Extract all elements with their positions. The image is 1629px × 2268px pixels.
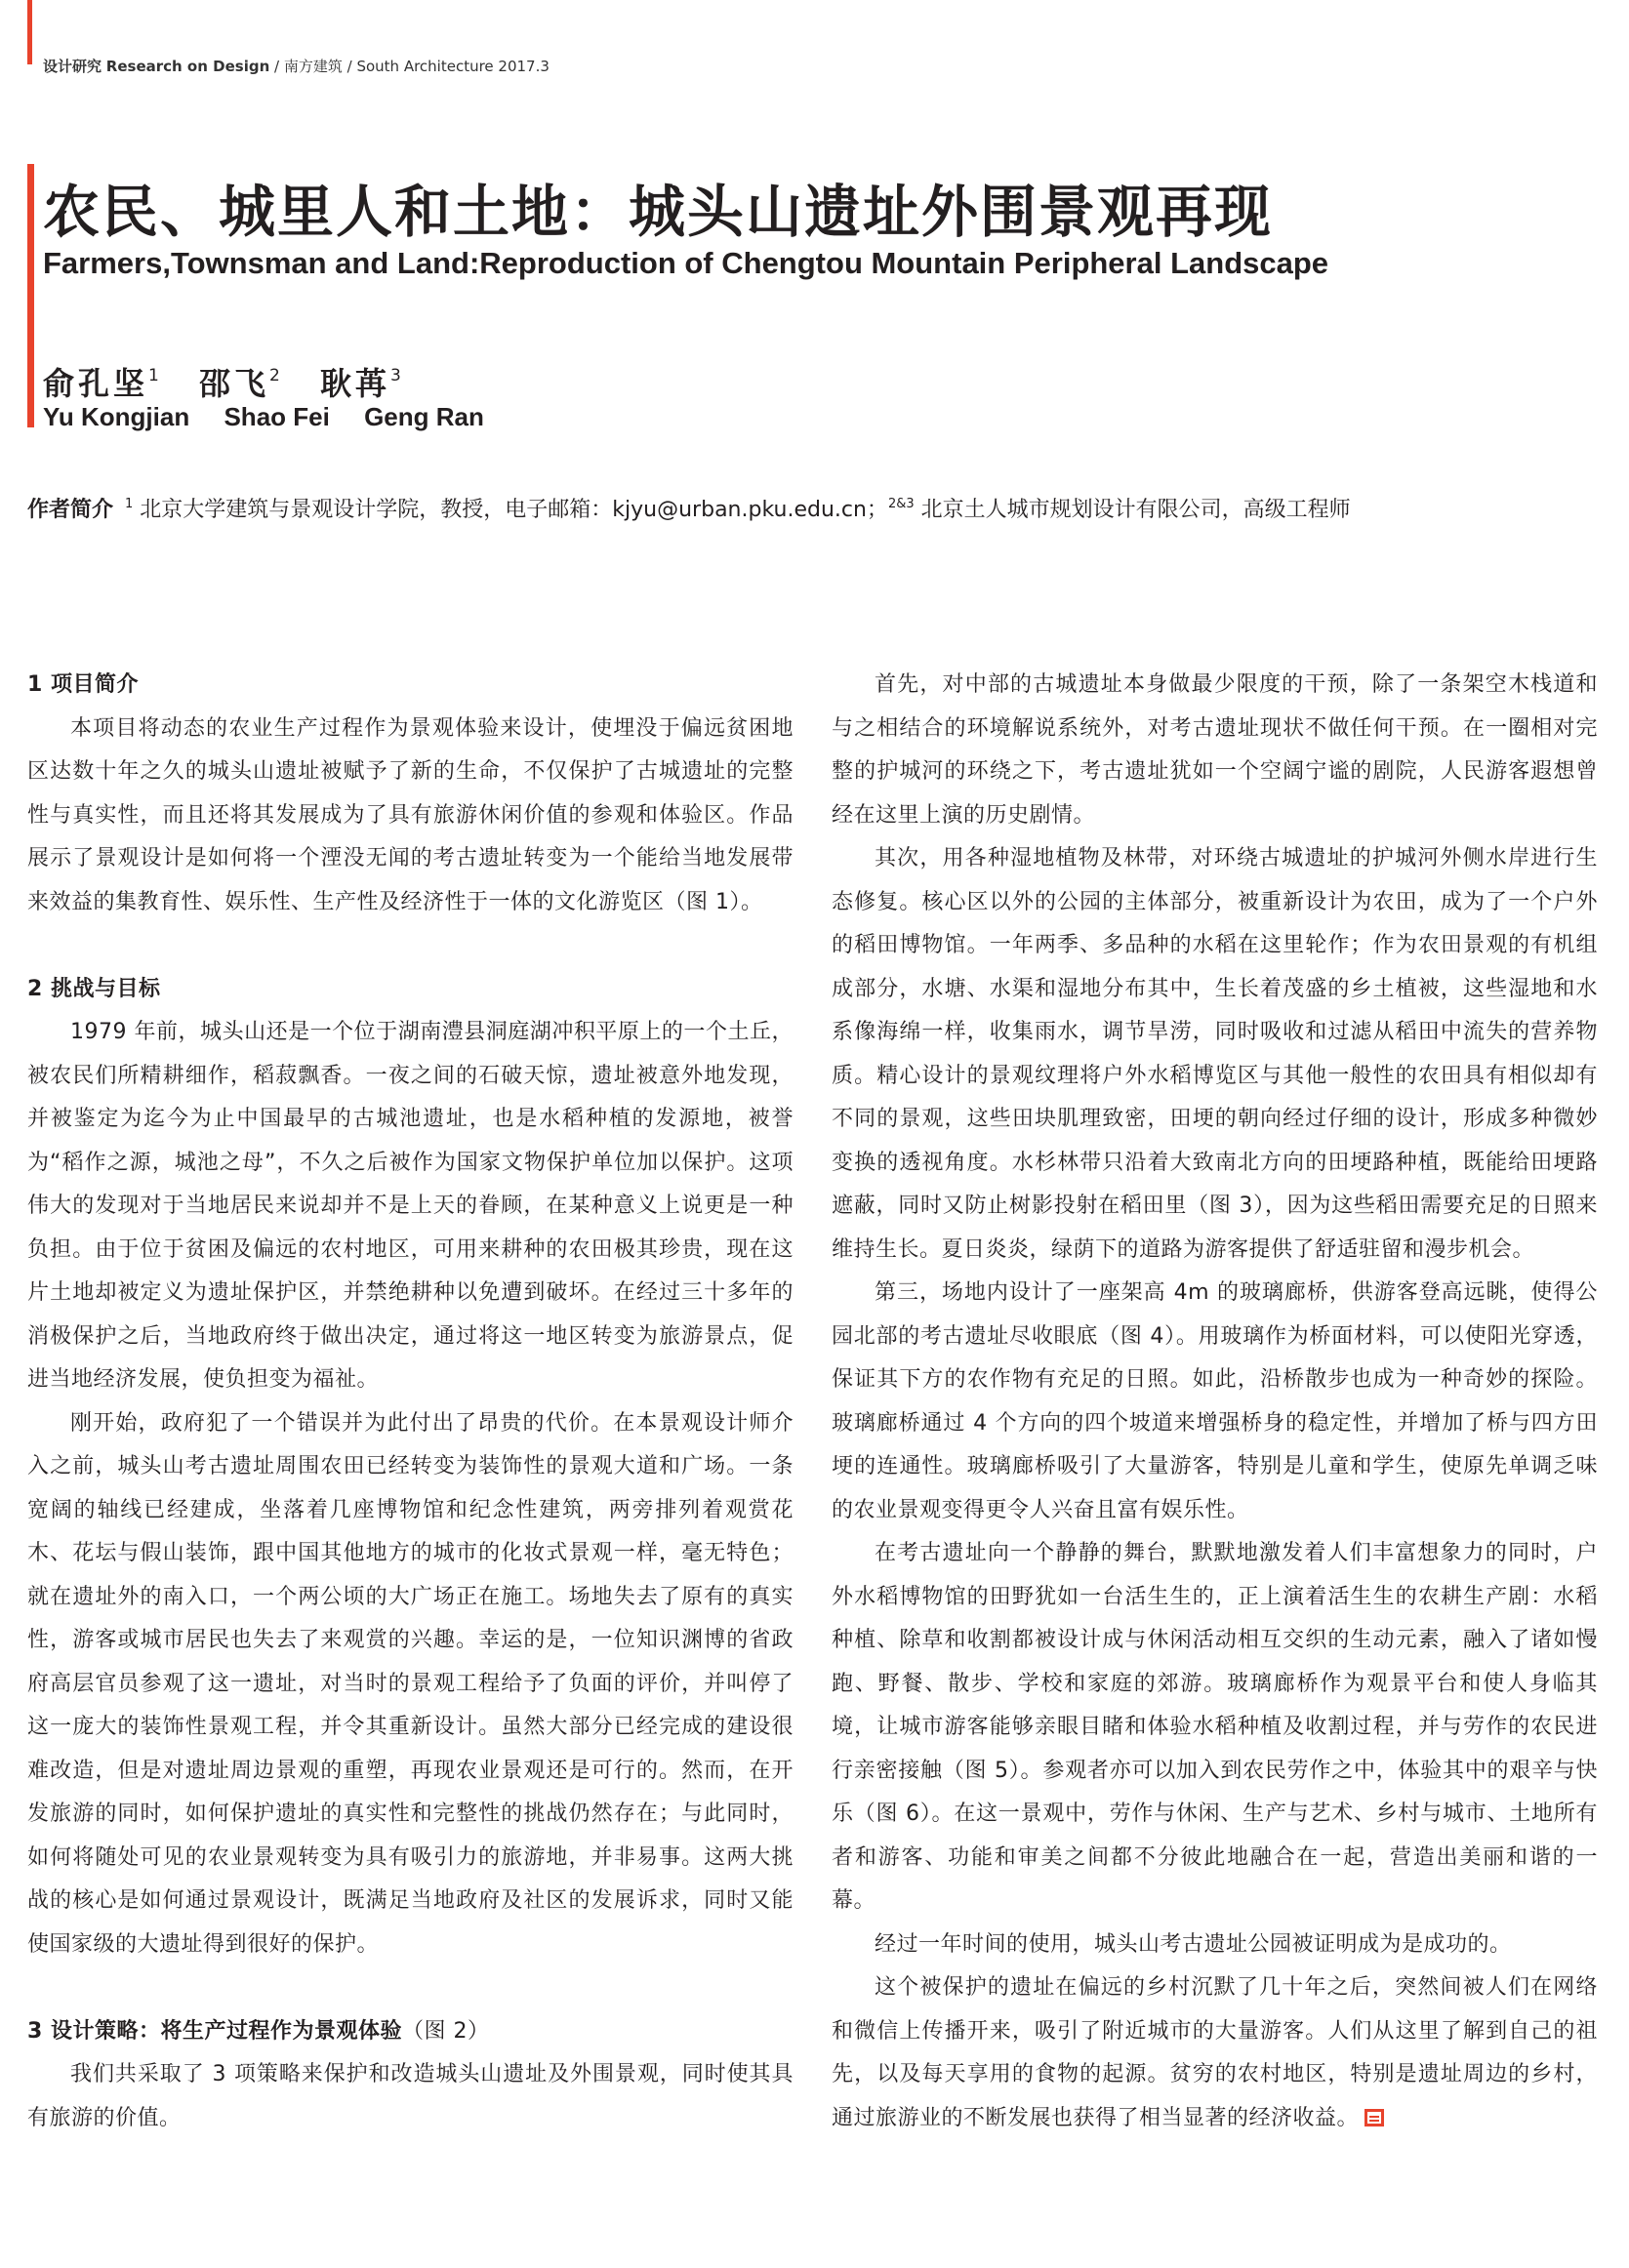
running-head-section-en: Research on Design: [105, 58, 270, 75]
section-heading-2: 2 挑战与目标: [27, 976, 161, 1001]
author-note: 作者简介 $^1$ 北京大学建筑与景观设计学院，教授，电子邮箱：kjyu@urban.pku.edu.cn；$^{2\&3}$ 北京土人城市规划设计有限公司，高级工程师: [27, 497, 1351, 522]
author-cn-1: 俞孔坚$^1$: [43, 365, 159, 402]
author-en-3: Geng Ran: [364, 402, 484, 431]
author-note-label: 作者简介: [27, 498, 114, 522]
running-head: [43, 56, 550, 76]
authors-chinese: [43, 359, 430, 404]
paragraph: 刚开始，政府犯了一个错误并为此付出了昂贵的代价。在本景观设计师介入之前，城头山考古遗址周围农田已经转变为装饰性的景观大道和广场。一条宽阔的轴线已经建成，坐落着几座博物馆和纪念性建筑，两旁排列着观赏花木、花坛与假山装饰，跟中国其他地方的城市的化妆式景观一样，毫无特色；就在遗址外的南入口，一个两公顷的大广场正在施工。场地失去了原有的真实性，游客或城市居民也失去了来观赏的兴趣。幸运的是，一位知识渊博的省政府高层官员参观了这一遗址，对当时的景观工程给予了负面的评价，并叫停了这一庞大的装饰性景观工程，并令其重新设计。虽然大部分已经完成的建设很难改造，但是对遗址周边景观的重塑，再现农业景观还是可行的。然而，在开发旅游的同时，如何保护遗址的真实性和完整性的挑战仍然存在；与此同时，如何将随处可见的农业景观转变为具有吸引力的旅游地，并非易事。这两大挑战的核心是如何通过景观设计，既满足当地政府及社区的发展诉求，同时又能使国家级的大遗址得到很好的保护。: [27, 1410, 794, 1957]
author-note-affiliation-2: 北京土人城市规划设计有限公司，高级工程师: [920, 498, 1351, 522]
title-english: Farmers,Townsman and Land:Reproduction of Chengtou Mountain Peripheral Landscape: [43, 246, 1329, 280]
author-note-affiliation-1: 北京大学建筑与景观设计学院，教授，电子邮箱：kjyu@urban.pku.edu.cn；: [140, 498, 888, 522]
paragraph: 在考古遗址向一个静静的舞台，默默地激发着人们丰富想象力的同时，户外水稻博物馆的田野犹如一台活生生的，正上演着活生生的农耕生产剧：水稻种植、除草和收割都被设计成与休闲活动相互交织的生动元素，融入了诸如慢跑、野餐、散步、学校和家庭的郊游。玻璃廊桥作为观景平台和使人身临其境，让城市游客能够亲眼目睹和体验水稻种植及收割过程，并与劳作的农民进行亲密接触（图 5）。参观者亦可以加入到农民劳作之中，体验其中的艰辛与快乐（图 6）。在这一景观中，劳作与休闲、生产与艺术、乡村与城市、土地所有者和游客、功能和审美之间都不分彼此地融合在一起，营造出美丽和谐的一幕。: [832, 1541, 1598, 1913]
section-heading-1: 1 项目简介: [27, 672, 139, 697]
paragraph: 本项目将动态的农业生产过程作为景观体验来设计，使埋没于偏远贫困地区达数十年之久的城头山遗址被赋予了新的生命，不仅保护了古城遗址的完整性与真实性，而且还将其发展成为了具有旅游休闲价值的参观和体验区。作品展示了景观设计是如何将一个湮没无闻的考古遗址转变为一个能给当地发展带来效益的集教育性、娱乐性、生产性及经济性于一体的文化游览区（图 1）。: [27, 715, 794, 914]
title-chinese: 农民、城里人和土地：城头山遗址外围景观再现: [43, 179, 1274, 245]
author-en-1: Yu Kongjian: [43, 402, 190, 431]
author-cn-3: 耿苒$^3$: [319, 365, 401, 402]
authors-english: [43, 402, 511, 432]
paragraph: 其次，用各种湿地植物及林带，对环绕古城遗址的护城河外侧水岸进行生态修复。核心区以外的公园的主体部分，被重新设计为农田，成为了一个户外的稻田博物馆。一年两季、多品种的水稻在这里轮作；作为农田景观的有机组成部分，水塘、水渠和湿地分布其中，生长着茂盛的乡土植被，这些湿地和水系像海绵一样，收集雨水，调节旱涝，同时吸收和过滤从稻田中流失的营养物质。精心设计的景观纹理将户外水稻博览区与其他一般性的农田具有相似却有不同的景观，这些田块肌理致密，田埂的朝向经过仔细的设计，形成多种微妙变换的透视角度。水杉林带只沿着大致南北方向的田埂路种植，既能给田埂路遮蔽，同时又防止树影投射在稻田里（图 3），因为这些稻田需要充足的日照来维持生长。夏日炎炎，绿荫下的道路为游客提供了舒适驻留和漫步机会。: [832, 846, 1598, 1262]
paragraph: 首先，对中部的古城遗址本身做最少限度的干预，除了一条架空木栈道和与之相结合的环境解说系统外，对考古遗址现状不做任何干预。在一圈相对完整的护城河的环绕之下，考古遗址犹如一个空阔宁谧的剧院，人民游客遐想曾经在这里上演的历史剧情。: [832, 672, 1598, 828]
running-head-accent-bar: [27, 0, 32, 64]
paragraph-last: 这个被保护的遗址在偏远的乡村沉默了几十年之后，突然间被人们在网络和微信上传播开来，吸引了附近城市的大量游客。人们从这里了解到自己的祖先，以及每天享用的食物的起源。贫穷的农村地区，特别是遗址周边的乡村，通过旅游业的不断发展也获得了相当显著的经济收益。: [832, 1975, 1598, 2130]
title-accent-bar: [27, 164, 34, 427]
paragraph: 我们共采取了 3 项策略来保护和改造城头山遗址及外围景观，同时使其具有旅游的价值。: [27, 2062, 794, 2130]
end-of-article-icon: [1364, 2109, 1384, 2126]
paragraph: 经过一年时间的使用，城头山考古遗址公园被证明成为是成功的。: [875, 1931, 1512, 1957]
paragraph: 1979 年前，城头山还是一个位于湖南澧县洞庭湖冲积平原上的一个土丘，被农民们所精耕细作，稻菽飘香。一夜之间的石破天惊，遗址被意外地发现，并被鉴定为迄今为止中国最早的古城池遗址，也是水稻种植的发源地，被誉为“稻作之源，城池之母”，不久之后被作为国家文物保护单位加以保护。这项伟大的发现对于当地居民来说却并不是上天的眷顾，在某种意义上说更是一种负担。由于位于贫困及偏远的农村地区，可用来耕种的农田极其珍贵，现在这片土地却被定义为遗址保护区，并禁绝耕种以免遭到破坏。在经过三十多年的消极保护之后，当地政府终于做出决定，通过将这一地区转变为旅游景点，促进当地经济发展，使负担变为福祉。: [27, 1020, 794, 1392]
body-column-right: [832, 664, 1598, 2140]
running-head-section-cn: 设计研究: [43, 58, 102, 75]
author-en-2: Shao Fei: [224, 402, 330, 431]
running-head-journal: / 南方建筑 / South Architecture 2017.3: [274, 58, 550, 75]
paragraph: 第三，场地内设计了一座架高 4m 的玻璃廊桥，供游客登高远眺，使得公园北部的考古遗址尽收眼底（图 4）。用玻璃作为桥面材料，可以使阳光穿透，保证其下方的农作物有充足的日照。如此，沿桥散步也成为一种奇妙的探险。玻璃廊桥通过 4 个方向的四个坡道来增强桥身的稳定性，并增加了桥与四方田埂的连通性。玻璃廊桥吸引了大量游客，特别是儿童和学生，使原先单调乏味的农业景观变得更令人兴奋且富有娱乐性。: [832, 1280, 1598, 1522]
author-cn-2: 邵飞$^2$: [198, 365, 280, 402]
section-heading-3: 3 设计策略：将生产过程作为景观体验（图 2）: [27, 2018, 490, 2044]
body-column-left: [27, 664, 794, 2140]
